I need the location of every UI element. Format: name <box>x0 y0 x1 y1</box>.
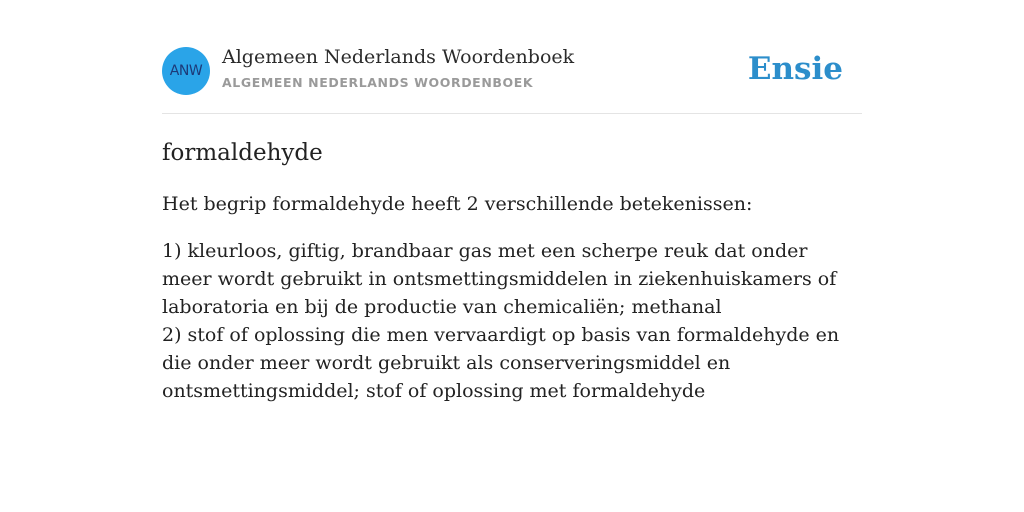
page <box>162 0 862 405</box>
ensie-logo[interactable]: Ensie <box>747 51 843 87</box>
term-title: formaldehyde <box>162 140 323 166</box>
meanings-list <box>162 237 862 405</box>
logo-text: ANW <box>169 63 203 79</box>
divider <box>162 113 862 114</box>
meaning-item: 1) kleurloos, giftig, brandbaar gas met een scherpe reuk dat onder meer wordt gebruikt in ontsmettingsmiddelen in ziekenhuiskamers of laboratoria en bij de productie van chemicaliën; methanal <box>162 240 837 318</box>
anw-logo[interactable] <box>162 47 210 95</box>
source-subtitle: ALGEMEEN NEDERLANDS WOORDENBOEK <box>222 75 534 90</box>
header <box>162 46 862 96</box>
source-title[interactable]: Algemeen Nederlands Woordenboek <box>222 46 575 68</box>
intro-text: Het begrip formaldehyde heeft 2 verschillende betekenissen: <box>162 193 753 215</box>
meaning-item: 2) stof of oplossing die men vervaardigt op basis van formaldehyde en die onder meer wordt gebruikt als conserveringsmiddel en ontsmettingsmiddel; stof of oplossing met formaldehyde <box>162 324 840 402</box>
